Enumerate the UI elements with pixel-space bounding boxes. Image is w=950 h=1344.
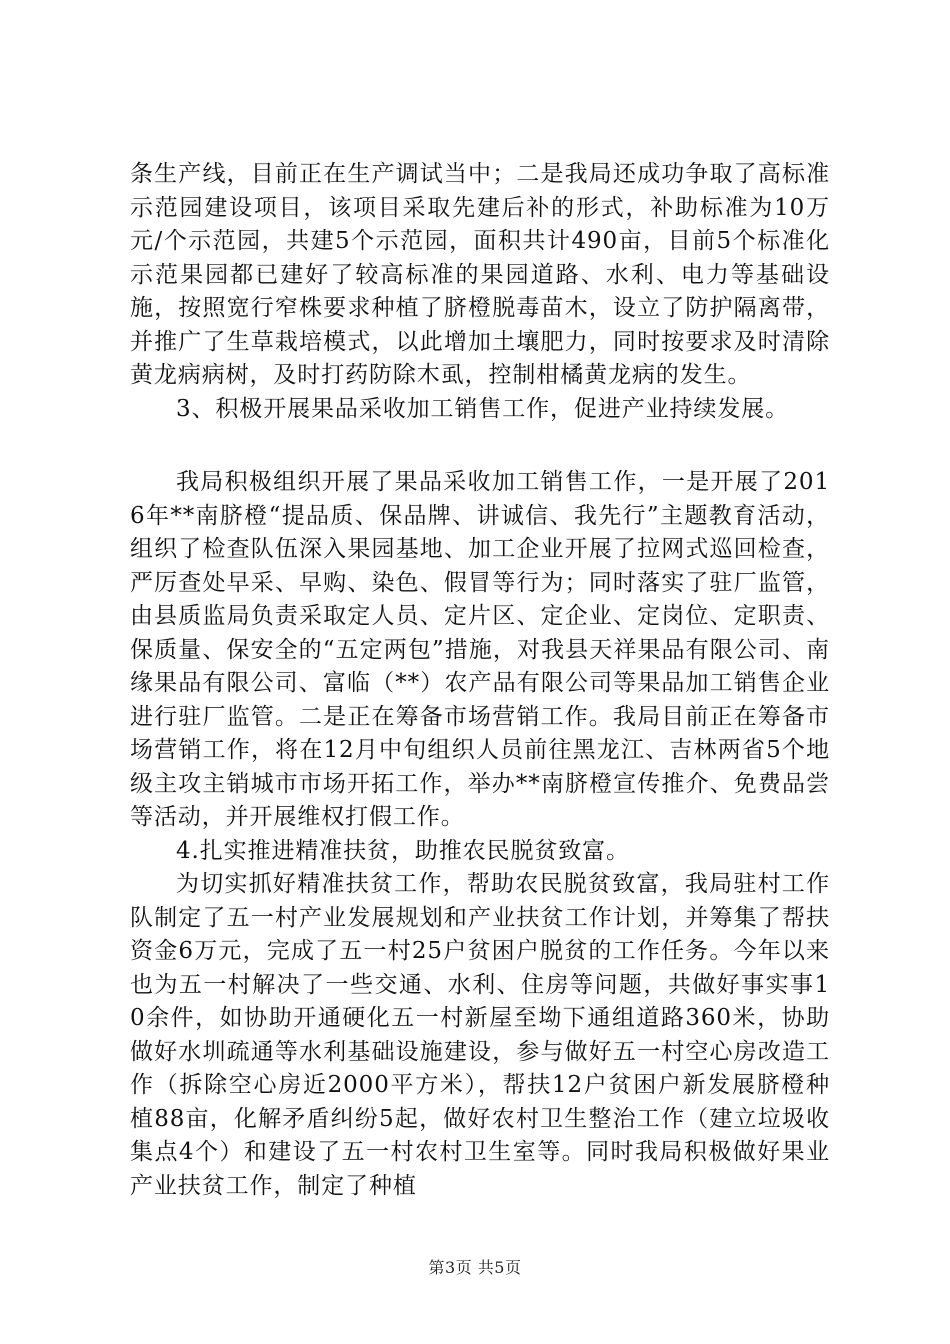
document-body bbox=[130, 158, 830, 1203]
paragraph-poverty-alleviation: 为切实抓好精准扶贫工作，帮助农民脱贫致富，我局驻村工作队制定了五一村产业发展规划和产业扶贫工作计划，并筹集了帮扶资金6万元，完成了五一村25户贫困户脱贫的工作任务。今年以来也为五一村解决了一些交通、水利、住房等问题，共做好事实事10余件，如协助开通硬化五一村新屋至坳下通组道路360米，协助做好水圳疏通等水利基础设施建设，参与做好五一村空心房改造工作（拆除空心房近2000平方米），帮扶12户贫困户新发展脐橙种植88亩，化解矛盾纠纷5起，做好农村卫生整治工作（建立垃圾收集点4个）和建设了五一村农村卫生室等。同时我局积极做好果业产业扶贫工作，制定了种植 bbox=[130, 871, 830, 1199]
page-footer: 第3页 共5页 bbox=[428, 1258, 522, 1277]
section-heading-4: 4.扎实推进精准扶贫，助推农民脱贫致富。 bbox=[176, 837, 630, 864]
paragraph-fruit-sales: 我局积极组织开展了果品采收加工销售工作，一是开展了2016年**南脐橙“提品质、保品牌、讲诚信、我先行”主题教育活动，组织了检查队伍深入果园基地、加工企业开展了拉网式巡回检查，严厉查处早采、早购、染色、假冒等行为；同时落实了驻厂监管，由县质监局负责采取定人员、定片区、定企业、定岗位、定职责、保质量、保安全的“五定两包”措施，对我县天祥果品有限公司、南缘果品有限公司、富临（**）农产品有限公司等果品加工销售企业进行驻厂监管。二是正在筹备市场营销工作。我局目前正在筹备市场营销工作，将在12月中旬组织人员前往黑龙江、吉林两省5个地级主攻主销城市市场开拓工作，举办**南脐橙宣传推介、免费品尝等活动，并开展维权打假工作。 bbox=[130, 469, 830, 830]
section-heading-3: 3、积极开展果品采收加工销售工作，促进产业持续发展。 bbox=[176, 395, 790, 422]
paragraph-continuation: 条生产线，目前正在生产调试当中；二是我局还成功争取了高标准示范园建设项目，该项目采取先建后补的形式，补助标准为10万元/个示范园，共建5个示范园，面积共计490亩，目前5个标准化示范果园都已建好了较高标准的果园道路、水利、电力等基础设施，按照宽行窄株要求种植了脐橙脱毒苗木，设立了防护隔离带，并推广了生草栽培模式，以此增加土壤肥力，同时按要求及时清除黄龙病病树，及时打药防除木虱，控制柑橘黄龙病的发生。 bbox=[130, 161, 830, 388]
